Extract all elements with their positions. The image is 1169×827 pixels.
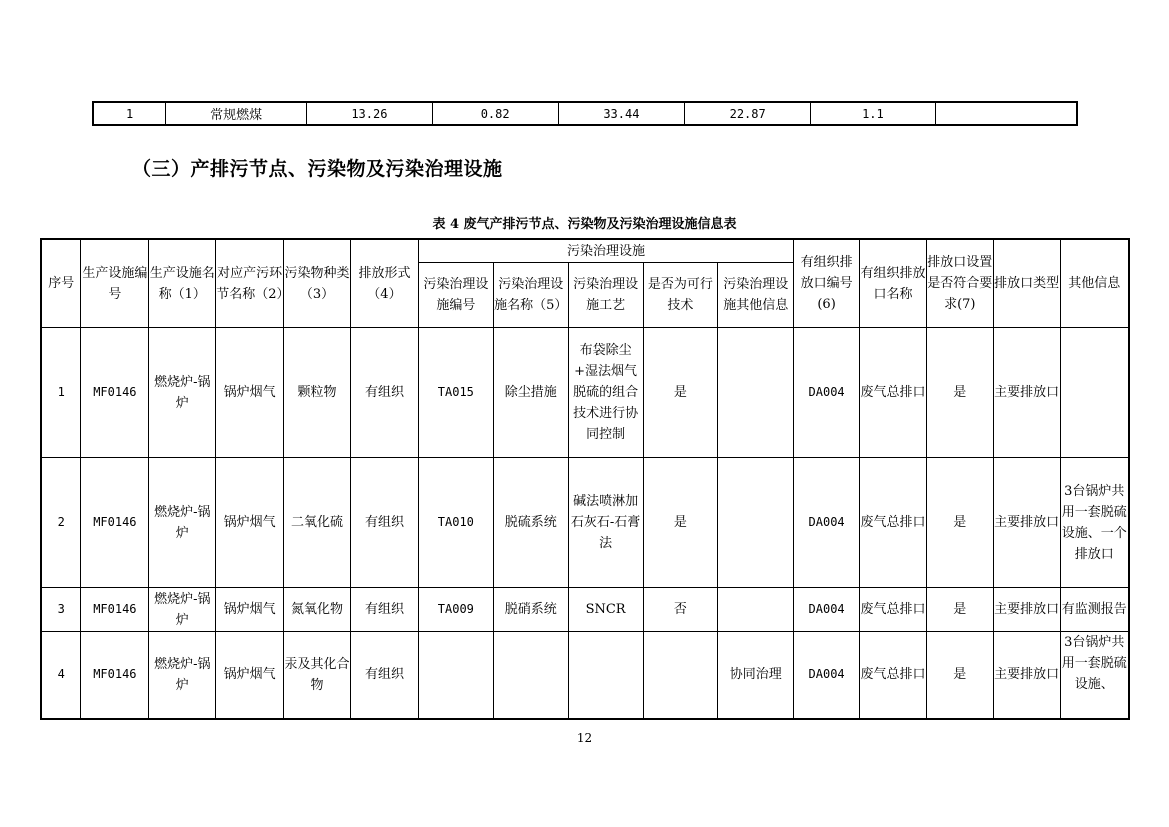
treatment-code-cell: TA010 <box>418 458 493 588</box>
outlet-compliant-cell: 是 <box>926 588 993 632</box>
table-row <box>41 588 1129 632</box>
outlet-name-cell: 废气总排口 <box>860 632 927 719</box>
treatment-name-cell <box>493 632 568 719</box>
header-facility-code: 生产设施编号 <box>81 239 149 328</box>
facility-name-cell: 燃烧炉-锅炉 <box>149 632 216 719</box>
treatment-name-cell: 脱硫系统 <box>493 458 568 588</box>
outlet-compliant-cell: 是 <box>926 328 993 458</box>
other-info-cell: 3台锅炉共用一套脱硫设施、一个排放口 <box>1060 458 1129 588</box>
header-outlet-name: 有组织排放口名称 <box>860 239 927 328</box>
link-name-cell: 锅炉烟气 <box>216 458 284 588</box>
pollutant-cell: 颗粒物 <box>284 328 351 458</box>
pollutant-cell: 二氧化硫 <box>284 458 351 588</box>
page-number: 12 <box>576 731 593 745</box>
feasible-cell: 否 <box>643 588 718 632</box>
header-emission-form: 排放形式（4） <box>351 239 419 328</box>
header-seq: 序号 <box>41 239 81 328</box>
treatment-process-cell: 布袋除尘+湿法烟气脱硫的组合技术进行协同控制 <box>568 328 643 458</box>
feasible-cell: 是 <box>643 458 718 588</box>
facility-code-cell: MF0146 <box>81 632 149 719</box>
treatment-name-cell: 除尘措施 <box>493 328 568 458</box>
treatment-process-cell: 碱法喷淋加石灰石-石膏法 <box>568 458 643 588</box>
header-outlet-type: 排放口类型 <box>993 239 1060 328</box>
pollutant-cell: 汞及其化合物 <box>284 632 351 719</box>
summary-cell: 1 <box>93 102 166 125</box>
treatment-process-cell <box>568 632 643 719</box>
emission-form-cell: 有组织 <box>351 588 419 632</box>
header-other-info: 其他信息 <box>1060 239 1129 328</box>
table-caption: 表 4 废气产排污节点、污染物及污染治理设施信息表 <box>432 217 737 232</box>
treatment-other-cell: 协同治理 <box>718 632 794 719</box>
facility-code-cell: MF0146 <box>81 588 149 632</box>
header-link-name: 对应产污环节名称（2） <box>216 239 284 328</box>
outlet-name-cell: 废气总排口 <box>860 328 927 458</box>
facility-name-cell: 燃烧炉-锅炉 <box>149 458 216 588</box>
summary-cell: 1.1 <box>811 102 936 125</box>
header-facility-name: 生产设施名称（1） <box>149 239 216 328</box>
summary-cell: 常规燃煤 <box>166 102 307 125</box>
header-treatment-name: 污染治理设施名称（5） <box>493 263 568 328</box>
header-feasible: 是否为可行技术 <box>643 263 718 328</box>
summary-cell: 0.82 <box>432 102 558 125</box>
seq-cell: 3 <box>41 588 81 632</box>
treatment-process-cell: SNCR <box>568 588 643 632</box>
header-row <box>41 239 1129 263</box>
other-info-cell: 有监测报告 <box>1060 588 1129 632</box>
outlet-type-cell: 主要排放口 <box>993 588 1060 632</box>
table-row <box>41 328 1129 458</box>
summary-table <box>92 101 1078 126</box>
emission-form-cell: 有组织 <box>351 458 419 588</box>
header-treatment-code: 污染治理设施编号 <box>418 263 493 328</box>
header-outlet-compliant: 排放口设置是否符合要求(7) <box>926 239 993 328</box>
treatment-other-cell <box>718 458 794 588</box>
summary-cell <box>935 102 1077 125</box>
emission-form-cell: 有组织 <box>351 632 419 719</box>
treatment-code-cell: TA015 <box>418 328 493 458</box>
outlet-code-cell: DA004 <box>794 328 860 458</box>
link-name-cell: 锅炉烟气 <box>216 328 284 458</box>
other-info-cell <box>1060 328 1129 458</box>
facility-name-cell: 燃烧炉-锅炉 <box>149 328 216 458</box>
feasible-cell: 是 <box>643 328 718 458</box>
pollutant-cell: 氮氧化物 <box>284 588 351 632</box>
treatment-code-cell <box>418 632 493 719</box>
facility-code-cell: MF0146 <box>81 328 149 458</box>
header-treatment-other: 污染治理设施其他信息 <box>718 263 794 328</box>
link-name-cell: 锅炉烟气 <box>216 632 284 719</box>
feasible-cell <box>643 632 718 719</box>
summary-cell: 13.26 <box>307 102 433 125</box>
outlet-type-cell: 主要排放口 <box>993 328 1060 458</box>
outlet-compliant-cell: 是 <box>926 458 993 588</box>
treatment-code-cell: TA009 <box>418 588 493 632</box>
emission-form-cell: 有组织 <box>351 328 419 458</box>
header-outlet-code: 有组织排放口编号(6) <box>794 239 860 328</box>
other-info-cell: 3台锅炉共用一套脱硫设施、 <box>1060 632 1129 719</box>
table-row <box>41 458 1129 588</box>
outlet-name-cell: 废气总排口 <box>860 458 927 588</box>
facility-name-cell: 燃烧炉-锅炉 <box>149 588 216 632</box>
header-treatment-process: 污染治理设施工艺 <box>568 263 643 328</box>
section-heading: （三）产排污节点、污染物及污染治理设施 <box>132 158 503 180</box>
seq-cell: 1 <box>41 328 81 458</box>
summary-cell: 33.44 <box>558 102 685 125</box>
table-row <box>41 632 1129 719</box>
summary-cell: 22.87 <box>685 102 811 125</box>
header-treatment-group: 污染治理设施 <box>418 239 793 263</box>
summary-row <box>93 102 1077 125</box>
outlet-code-cell: DA004 <box>794 458 860 588</box>
header-pollutant-type: 污染物种类（3） <box>284 239 351 328</box>
seq-cell: 4 <box>41 632 81 719</box>
facility-code-cell: MF0146 <box>81 458 149 588</box>
emission-facility-table <box>40 238 1130 720</box>
outlet-code-cell: DA004 <box>794 632 860 719</box>
outlet-name-cell: 废气总排口 <box>860 588 927 632</box>
link-name-cell: 锅炉烟气 <box>216 588 284 632</box>
treatment-other-cell <box>718 328 794 458</box>
outlet-compliant-cell: 是 <box>926 632 993 719</box>
treatment-other-cell <box>718 588 794 632</box>
outlet-type-cell: 主要排放口 <box>993 458 1060 588</box>
outlet-type-cell: 主要排放口 <box>993 632 1060 719</box>
outlet-code-cell: DA004 <box>794 588 860 632</box>
seq-cell: 2 <box>41 458 81 588</box>
treatment-name-cell: 脱硝系统 <box>493 588 568 632</box>
